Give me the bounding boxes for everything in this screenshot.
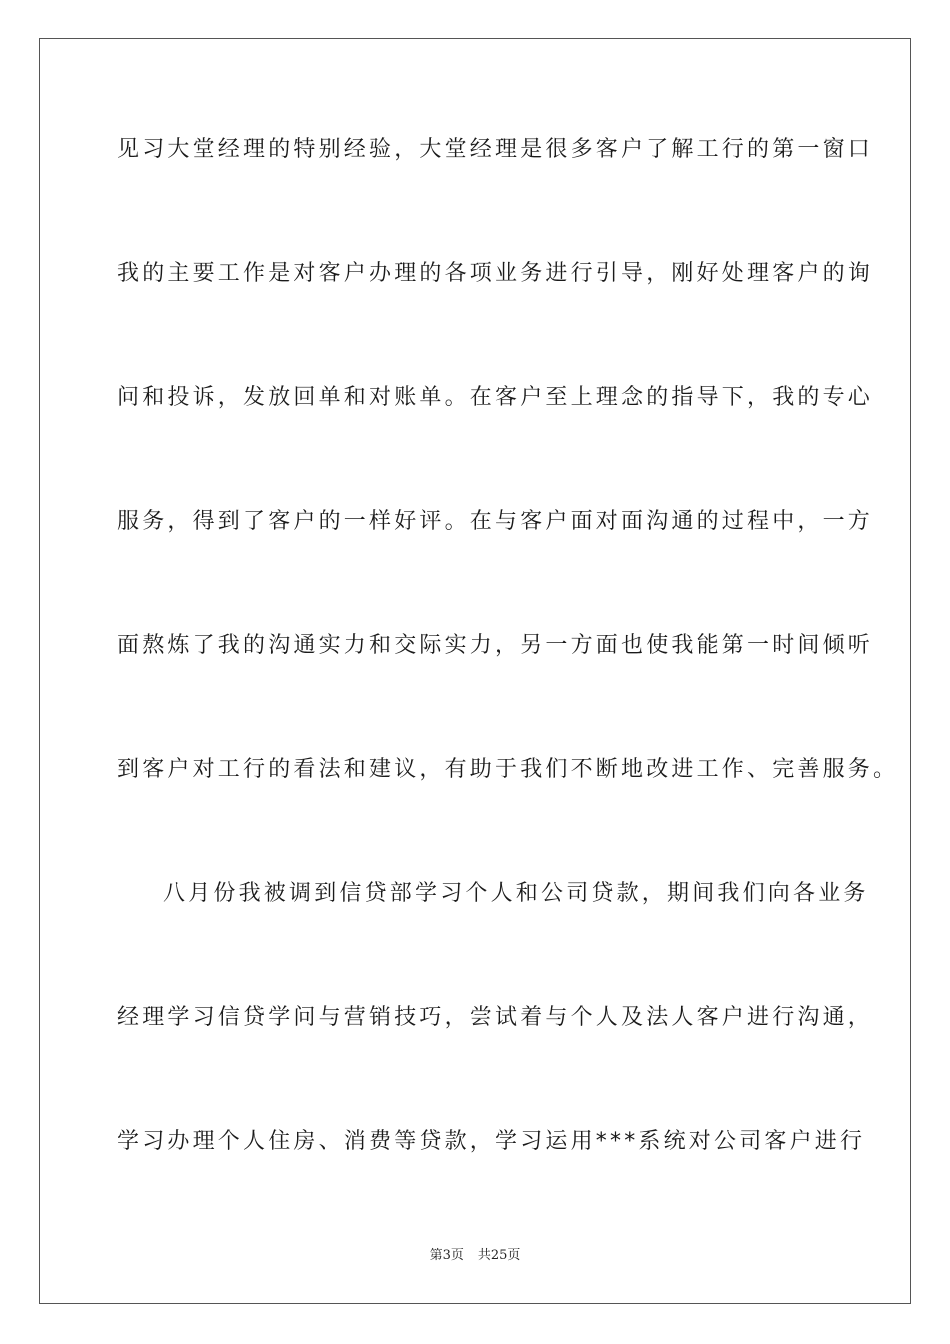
text-line-2: 我的主要工作是对客户办理的各项业务进行引导，刚好处理客户的询: [117, 261, 874, 286]
text-line-8: 经理学习信贷学问与营销技巧，尝试着与个人及法人客户进行沟通，: [117, 1005, 874, 1030]
text-line-3: 问和投诉，发放回单和对账单。在客户至上理念的指导下，我的专心: [117, 385, 874, 410]
text-line-6: 到客户对工行的看法和建议，有助于我们不断地改进工作、完善服务。: [117, 757, 899, 782]
text-line-7: 八月份我被调到信贷部学习个人和公司贷款，期间我们向各业务: [163, 881, 869, 906]
page-footer: [0, 1247, 950, 1265]
page-number: 第3页: [429, 1248, 464, 1263]
page-total: 共25页: [477, 1248, 521, 1263]
text-line-9: 学习办理个人住房、消费等贷款，学习运用***系统对公司客户进行: [117, 1129, 866, 1154]
text-line-4: 服务，得到了客户的一样好评。在与客户面对面沟通的过程中，一方: [117, 509, 874, 534]
text-line-5: 面熬炼了我的沟通实力和交际实力，另一方面也使我能第一时间倾听: [117, 633, 874, 658]
text-line-1: 见习大堂经理的特别经验，大堂经理是很多客户了解工行的第一窗口: [117, 137, 874, 162]
page-border: [39, 38, 911, 1304]
